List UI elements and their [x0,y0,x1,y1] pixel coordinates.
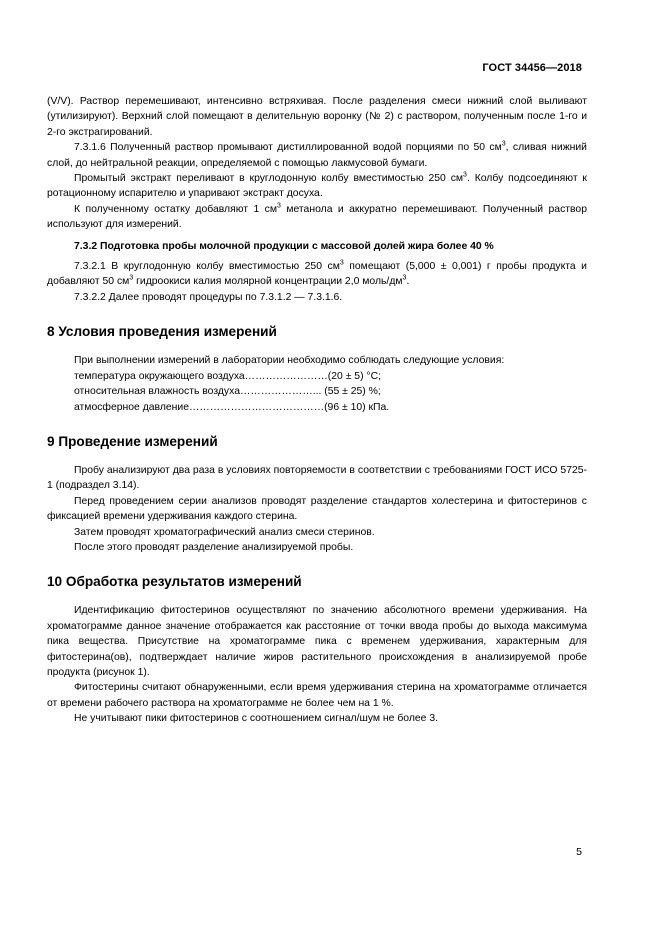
paragraph: Фитостерины считают обнаруженными, если время удерживания стерина на хроматограмме отличается от времени рабочего раствора на хроматограмме не более чем на 1 %. [47,682,587,709]
paragraph: После этого проводят разделение анализируемой пробы. [74,541,354,553]
section-heading-8: 8 Условия проведения измерений [47,324,277,340]
paragraph: Не учитывают пики фитостеринов с соотношением сигнал/шум не более 3. [74,713,439,725]
paragraph: Идентификацию фитостеринов осуществляют по значению абсолютного времени удерживания. На хроматограмме данное значение отображается как расстояние от точки ввода пробы до выхода максимума пика вещества. Присутствие на хроматограмме пика с временем удерживания, характерным для фитостерина(ов), подтверждает наличие жиров растительного происхождения в анализируемой пробе продукта (рисунок 1). [47,605,587,678]
paragraph: (V/V). Раствор перемешивают, интенсивно встряхивая. После разделения смеси нижний слой выливают (утилизируют). Верхний слой помещают в делительную воронку (№ 2) с раствором, полученным после 1-го и 2-го экстрагирований. [47,96,587,138]
condition-line: атмосферное давление…………………………………(96 ± 10) кПа. [74,401,390,413]
document-body [47,94,587,727]
paragraph-7-3-1-6: 7.3.1.6 Полученный раствор промывают дистиллированной водой порциями по 50 $см^3$, сливая нижний слой, до нейтральной реакции, определяемой с помощью лакмусовой бумаги. [47,140,587,169]
condition-line: относительная влажность воздуха…………………... (55 ± 25) %; [74,386,381,398]
paragraph: Затем проводят хроматографический анализ смеси стеринов. [74,526,375,538]
paragraph: При выполнении измерений в лаборатории необходимо соблюдать следующие условия: [74,355,505,367]
paragraph: Перед проведением серии анализов проводят разделение стандартов холестерина и фитостеринов с фиксацией времени удерживания каждого стерина. [47,495,587,523]
subsection-heading-7-3-2: 7.3.2 Подготовка пробы молочной продукции с массовой долей жира более 40 % [74,240,494,252]
paragraph-7-3-2-1: 7.3.2.1 В круглодонную колбу вместимостью 250 $см^3$ помещают (5,000 ± 0,001) г пробы продукта и добавляют 50 $см^3$ гидроокиси калия молярной концентрации 2,0 моль/$дм^3$. [47,259,587,288]
standard-designation-header: ГОСТ 34456—2018 [482,62,582,74]
paragraph: Промытый экстракт переливают в круглодонную колбу вместимостью 250 $см^3$. Колбу подсоединяют к ротационному испарителю и упаривают экстракт досуха. [47,171,587,200]
section-heading-10: 10 Обработка результатов измерений [47,574,302,590]
condition-line: температура окружающего воздуха……………………(20 ± 5) °С; [74,370,381,382]
paragraph: К полученному остатку добавляют 1 $см^3$ метанола и аккуратно перемешивают. Полученный раствор используют для измерений. [47,202,587,231]
page-number: 5 [576,846,582,858]
section-heading-9: 9 Проведение измерений [47,433,218,449]
paragraph: Пробу анализируют два раза в условиях повторяемости в соответствии с требованиями ГОСТ ИСО 5725-1 (подраздел 3.14). [47,464,587,492]
paragraph-7-3-2-2: 7.3.2.2 Далее проводят процедуры по 7.3.1.2 — 7.3.1.6. [74,291,343,303]
